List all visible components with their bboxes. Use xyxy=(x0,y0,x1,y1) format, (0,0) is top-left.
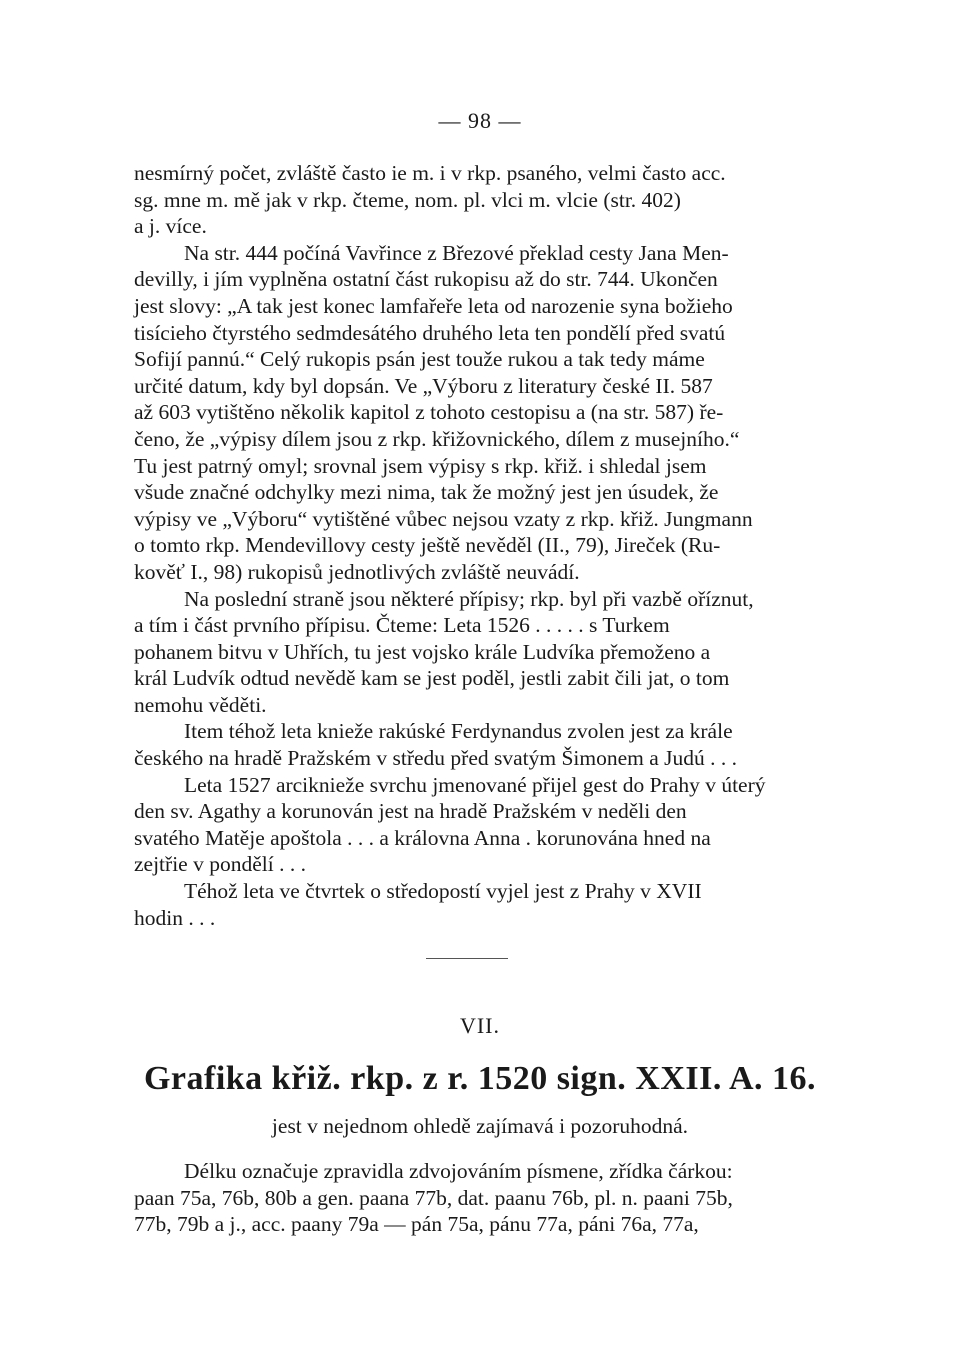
text-line: paan 75a, 76b, 80b a gen. paana 77b, dat. paanu 76b, pl. n. paani 75b, xyxy=(134,1185,733,1210)
text-line: Tu jest patrný omyl; srovnal jsem výpisy s rkp. křiž. i shledal jsem xyxy=(134,453,707,478)
text-line: určité datum, kdy byl dopsán. Ve „Výboru z literatury české II. 587 xyxy=(134,373,713,398)
text-line: jest slovy: „A tak jest konec lamfařeře leta od narozenie syna božieho xyxy=(134,293,733,318)
text-line: Item téhož leta knieže rakúské Ferdynandus zvolen jest za krále xyxy=(184,719,733,744)
text-line: devilly, i jím vyplněna ostatní část rukopisu až do str. 744. Ukončen xyxy=(134,267,718,292)
text-line: tisícieho čtyrstého sedmdesátého druhého leta ten pondělí před svatú xyxy=(134,320,726,345)
text-line: a tím i část prvního přípisu. Čteme: Leta 1526 . . . . . s Turkem xyxy=(134,613,670,638)
text-line: nemohu věděti. xyxy=(134,692,267,717)
paragraph xyxy=(134,1158,824,1238)
text-line: pohanem bitvu v Uhřích, tu jest vojsko krále Ludvíka přemoženo a xyxy=(134,639,711,664)
page-number: — 98 — xyxy=(438,108,522,133)
text-line: sg. mne m. mě jak v rkp. čteme, nom. pl. vlci m. vlcie (str. 402) xyxy=(134,187,681,212)
text-line: den sv. Agathy a korunován jest na hradě Pražském v neděli den xyxy=(134,799,687,824)
text-line: až 603 vytištěno několik kapitol z tohoto cestopisu a (na str. 587) ře- xyxy=(134,400,724,425)
text-line: Sofijí pannú.“ Celý rukopis psán jest touže rukou a tak tedy máme xyxy=(134,347,705,372)
text-line: 77b, 79b a j., acc. paany 79a — pán 75a, pánu 77a, páni 76a, 77a, xyxy=(134,1212,699,1237)
text-line: českého na hradě Pražském v středu před svatým Šimonem a Judú . . . xyxy=(134,746,738,771)
text-line: Téhož leta ve čtvrtek o středopostí vyjel jest z Prahy v XVII xyxy=(184,879,702,904)
section-number: VII. xyxy=(459,1013,501,1038)
paragraph xyxy=(134,878,824,931)
body-text xyxy=(134,160,824,931)
text-line: zejtřie v pondělí . . . xyxy=(134,852,306,877)
paragraph xyxy=(134,772,824,878)
section-divider xyxy=(426,958,508,959)
text-line: Na str. 444 počíná Vavřince z Březové překlad cesty Jana Men- xyxy=(184,240,729,265)
paragraph xyxy=(134,240,824,586)
section-title: Grafika křiž. rkp. z r. 1520 sign. XXII. A. 16. xyxy=(143,1060,817,1097)
paragraph xyxy=(134,586,824,719)
text-line: o tomto rkp. Mendevillovy cesty ještě nevěděl (II., 79), Jireček (Ru- xyxy=(134,533,721,558)
paragraph xyxy=(134,718,824,771)
text-line: Leta 1527 arciknieže svrchu jmenované přijel gest do Prahy v úterý xyxy=(184,772,766,797)
text-line: a j. více. xyxy=(134,214,207,239)
text-line: kověť I., 98) rukopisů jednotlivých zvláště neuvádí. xyxy=(134,559,580,584)
section-subtitle: jest v nejednom ohledě zajímavá i pozoruhodná. xyxy=(271,1114,689,1138)
text-line: hodin . . . xyxy=(134,905,216,930)
text-line: svatého Matěje apoštola . . . a královna Anna . korunována hned na xyxy=(134,825,711,850)
text-line: nesmírný počet, zvláště často ie m. i v rkp. psaného, velmi často acc. xyxy=(134,161,726,185)
text-line: všude značné odchylky mezi nima, tak že možný jest jen úsudek, že xyxy=(134,480,719,505)
text-line: král Ludvík odtud nevědě kam se jest poděl, jestli zabit čili jat, o tom xyxy=(134,666,730,691)
text-line: Na poslední straně jsou některé přípisy; rkp. byl při vazbě oříznut, xyxy=(184,586,754,611)
text-line: výpisy ve „Výboru“ vytištěné vůbec nejsou vzaty z rkp. křiž. Jungmann xyxy=(134,506,753,531)
text-line: čeno, že „výpisy dílem jsou z rkp. křižovnického, dílem z musejního.“ xyxy=(134,426,740,451)
text-line: Délku označuje zpravidla zdvojováním písmene, zřídka čárkou: xyxy=(184,1159,733,1183)
paragraph xyxy=(134,160,824,240)
lower-text xyxy=(134,1158,824,1238)
